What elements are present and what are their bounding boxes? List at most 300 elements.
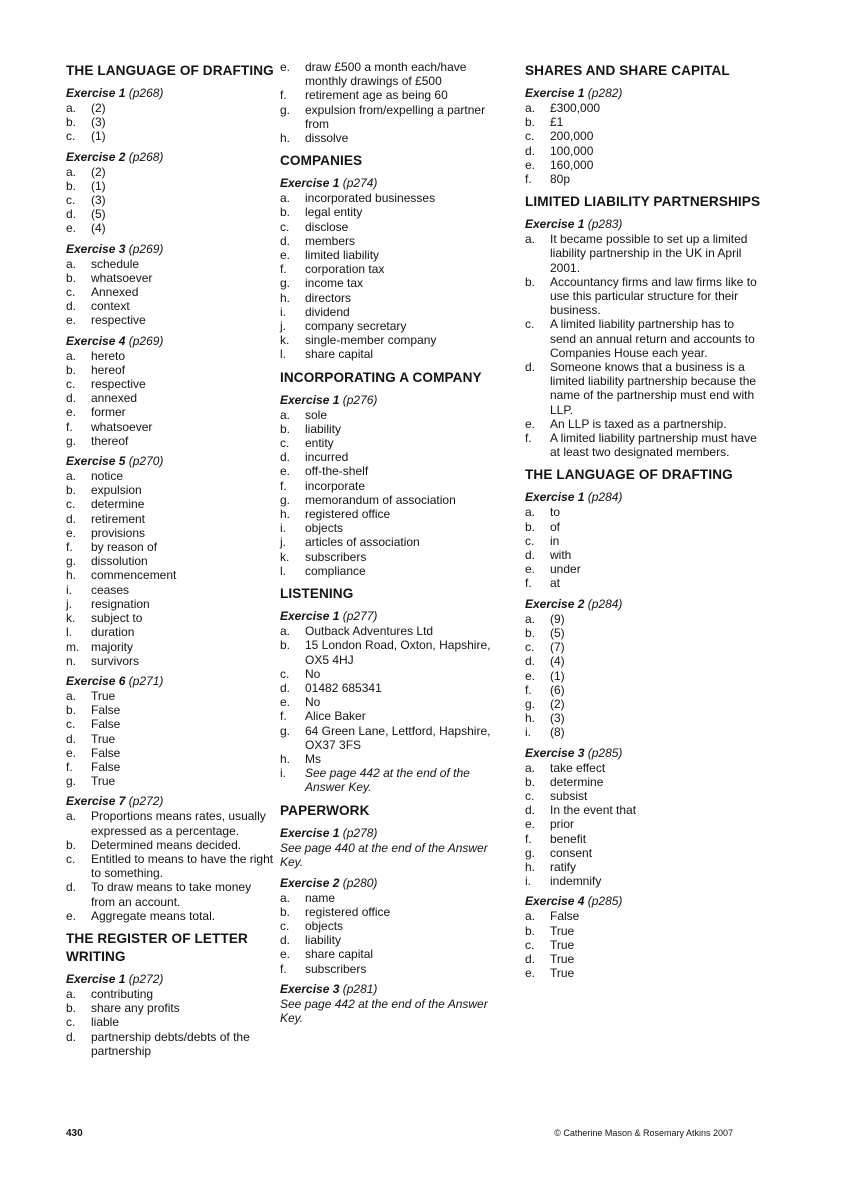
answer-text: whatsoever <box>91 270 153 285</box>
answer-text: False <box>91 717 121 732</box>
answer-text: £1 <box>550 115 564 130</box>
answer-item <box>525 548 765 562</box>
answer-label: d. <box>525 654 536 669</box>
answer-text: (9) <box>550 611 565 626</box>
answer-label: b. <box>280 421 291 436</box>
answer-text: expulsion from/expelling a partner from <box>305 102 486 131</box>
answer-item <box>66 377 276 391</box>
answer-text: No <box>305 666 321 681</box>
answer-text: A limited liability partnership has to send an annual return and accounts to Companies House each year. <box>550 317 755 360</box>
answer-text: under <box>550 562 581 577</box>
exercise-heading <box>280 176 508 191</box>
exercise-page-ref: (p272) <box>128 794 164 809</box>
answer-label: f. <box>280 478 287 493</box>
answer-text: resignation <box>91 596 150 611</box>
answer-label: c. <box>280 918 290 933</box>
answer-label: c. <box>66 377 76 392</box>
exercise-page-ref: (p277) <box>342 609 378 624</box>
answer-text: ceases <box>91 582 130 597</box>
answer-text: True <box>91 774 116 789</box>
answer-item <box>525 520 765 534</box>
answer-label: i. <box>66 582 72 597</box>
answer-text: limited liability <box>305 248 380 263</box>
answer-text: expulsion <box>91 483 142 498</box>
answer-text: survivors <box>91 653 140 668</box>
answer-item <box>66 732 276 746</box>
answer-label: f. <box>66 419 73 434</box>
answer-item <box>525 360 765 417</box>
answer-item <box>66 774 276 788</box>
answer-item <box>525 938 765 952</box>
answer-text: To draw means to take money from an account. <box>91 880 252 909</box>
page-number: 430 <box>66 1128 83 1139</box>
answer-text: single-member company <box>305 333 437 348</box>
answer-item <box>66 483 276 497</box>
answer-text: income tax <box>305 276 364 291</box>
answer-label: e. <box>525 817 536 832</box>
exercise-note: See page 442 at the end of the Answer Key. <box>280 996 488 1026</box>
answer-label: a. <box>66 348 77 363</box>
section <box>280 585 508 794</box>
answer-item <box>525 817 765 831</box>
answer-item <box>525 431 765 459</box>
answer-item <box>525 683 765 697</box>
answer-text: (1) <box>91 129 106 144</box>
answer-text: registered office <box>305 507 391 522</box>
answer-label: e. <box>66 405 77 420</box>
answer-text: members <box>305 233 356 248</box>
answer-label: h. <box>66 568 77 583</box>
exercise-heading <box>66 794 276 809</box>
answer-label: b. <box>280 638 291 653</box>
answer-item <box>66 852 276 880</box>
answer-text: 160,000 <box>550 157 594 172</box>
answer-label: h. <box>525 859 536 874</box>
answer-label: a. <box>525 909 536 924</box>
answer-text: sole <box>305 407 328 422</box>
answer-item <box>66 101 276 115</box>
answer-text: legal entity <box>305 205 363 220</box>
answer-item <box>66 611 276 625</box>
answer-item <box>525 158 765 172</box>
answer-text: subscribers <box>305 961 367 976</box>
exercise-page-ref: (p285) <box>587 745 623 760</box>
answer-label: d. <box>66 1029 77 1044</box>
section <box>280 802 508 1026</box>
answer-text: liable <box>91 1015 120 1030</box>
answer-item <box>66 420 276 434</box>
answer-item <box>525 576 765 590</box>
answer-item <box>280 422 508 436</box>
answer-label: f. <box>525 831 532 846</box>
answer-text: Entitled to means to have the right to something. <box>91 851 274 881</box>
answer-item <box>280 681 508 695</box>
answer-item <box>525 129 765 143</box>
exercise-number: Exercise 1 <box>525 86 585 100</box>
answer-item <box>525 874 765 888</box>
answer-item <box>525 846 765 860</box>
answer-text: False <box>91 745 121 760</box>
answer-label: i. <box>280 304 286 319</box>
answer-label: d. <box>280 233 291 248</box>
answer-label: e. <box>280 248 291 263</box>
answer-item <box>525 417 765 431</box>
answer-item <box>66 391 276 405</box>
answer-item <box>280 305 508 319</box>
exercise-page-ref: (p272) <box>128 971 164 986</box>
answer-label: f. <box>525 431 532 446</box>
answer-text: (5) <box>550 625 565 640</box>
answer-label: f. <box>280 88 287 103</box>
answer-item <box>525 803 765 817</box>
answer-item <box>280 234 508 248</box>
answer-item <box>66 497 276 511</box>
answer-text: 01482 685341 <box>305 680 382 695</box>
answer-label: m. <box>66 639 80 654</box>
answer-label: e. <box>66 313 77 328</box>
answer-label: c. <box>66 1015 76 1030</box>
answer-label: a. <box>280 890 291 905</box>
answer-text: share any profits <box>91 1001 180 1016</box>
section-heading: THE LANGUAGE OF DRAFTING <box>525 467 733 483</box>
answer-item <box>280 667 508 681</box>
answer-text: compliance <box>305 563 366 578</box>
answer-text: True <box>550 923 575 938</box>
answer-label: h. <box>280 507 291 522</box>
answer-item <box>66 434 276 448</box>
answer-text: hereto <box>91 348 126 363</box>
answer-label: d. <box>66 299 77 314</box>
answer-label: l. <box>280 563 286 578</box>
answer-label: b. <box>66 837 77 852</box>
section-heading: LIMITED LIABILITY PARTNERSHIPS <box>525 194 761 210</box>
answer-text: 64 Green Lane, Lettford, Hapshire, OX37 3FS <box>305 723 491 752</box>
answer-label: c. <box>66 285 76 300</box>
answer-label: c. <box>525 129 535 144</box>
exercise-heading <box>525 490 765 505</box>
answer-label: j. <box>280 319 286 334</box>
answer-item <box>66 597 276 611</box>
answer-text: (2) <box>91 101 106 115</box>
answer-text: schedule <box>91 256 140 271</box>
answer-item <box>525 669 765 683</box>
answer-item <box>525 789 765 803</box>
exercise-number: Exercise 5 <box>66 454 126 469</box>
answer-label: c. <box>66 497 76 512</box>
answer-label: a. <box>525 505 536 520</box>
answer-item <box>280 276 508 290</box>
answer-text: Alice Baker <box>305 709 366 724</box>
answer-text: 100,000 <box>550 143 594 158</box>
exercise-number: Exercise 3 <box>280 981 340 996</box>
exercise-number: Exercise 1 <box>66 86 126 100</box>
answer-text: respective <box>91 313 146 328</box>
exercise-page-ref: (p270) <box>128 454 164 469</box>
answer-item <box>66 880 276 908</box>
answer-text: determine <box>550 774 604 789</box>
answer-label: d. <box>66 880 77 895</box>
answer-text: to <box>550 505 561 520</box>
answer-item <box>280 905 508 919</box>
answer-item <box>66 760 276 774</box>
answer-item <box>525 654 765 668</box>
answer-item <box>280 479 508 493</box>
answer-text: corporation tax <box>305 262 385 277</box>
answer-text: disclose <box>305 219 349 234</box>
answer-label: e. <box>66 221 77 236</box>
answer-item <box>280 709 508 723</box>
answer-text: incurred <box>305 450 349 465</box>
answer-label: j. <box>280 535 286 550</box>
exercise-page-ref: (p274) <box>342 176 378 191</box>
answer-label: e. <box>525 157 536 172</box>
answer-item <box>525 640 765 654</box>
answer-label: h. <box>525 711 536 726</box>
answer-label: a. <box>66 809 77 824</box>
answer-label: h. <box>280 751 291 766</box>
answer-label: a. <box>280 624 291 639</box>
exercise-page-ref: (p278) <box>342 825 378 840</box>
answer-label: c. <box>280 666 290 681</box>
answer-item <box>525 924 765 938</box>
answer-text: of <box>550 519 561 534</box>
answer-label: d. <box>66 391 77 406</box>
answer-text: retirement age as being 60 <box>305 88 448 103</box>
answer-text: respective <box>91 377 146 392</box>
exercise-heading <box>525 746 765 761</box>
answer-text: take effect <box>550 760 606 775</box>
answer-text: (1) <box>550 668 565 683</box>
answer-item <box>525 725 765 739</box>
answer-text: indemnify <box>550 874 602 889</box>
section <box>525 466 765 980</box>
answer-label: b. <box>66 483 77 498</box>
column-2 <box>280 60 508 1026</box>
answer-text: True <box>550 951 575 966</box>
answer-item <box>66 221 276 235</box>
answer-text: provisions <box>91 525 146 540</box>
answer-label: e. <box>66 908 77 923</box>
answer-item <box>525 534 765 548</box>
answer-item <box>66 689 276 703</box>
section-heading: SHARES AND SHARE CAPITAL <box>525 63 730 78</box>
answer-item <box>66 313 276 327</box>
exercise-page-ref: (p271) <box>128 673 164 688</box>
answer-text: articles of association <box>305 535 420 550</box>
answer-item <box>280 493 508 507</box>
answer-item <box>66 405 276 419</box>
answer-text: 80p <box>550 172 571 187</box>
answer-text: False <box>91 759 121 774</box>
answer-label: e. <box>280 695 291 710</box>
answer-label: b. <box>66 178 77 193</box>
answer-label: b. <box>66 362 77 377</box>
answer-label: d. <box>525 951 536 966</box>
answer-text: memorandum of association <box>305 492 456 507</box>
answer-item <box>280 891 508 905</box>
answer-item <box>66 469 276 483</box>
exercise-number: Exercise 6 <box>66 673 126 688</box>
exercise-page-ref: (p268) <box>128 86 164 100</box>
answer-label: a. <box>66 101 77 115</box>
answer-label: l. <box>66 625 72 640</box>
answer-item <box>525 115 765 129</box>
answer-label: k. <box>280 549 290 564</box>
answer-text: registered office <box>305 904 391 919</box>
answer-text: with <box>550 548 572 563</box>
answer-text: subject to <box>91 611 143 626</box>
answer-item <box>280 962 508 976</box>
answer-item <box>525 711 765 725</box>
answer-text: (1) <box>91 178 106 193</box>
answer-label: e. <box>280 60 291 74</box>
answer-item <box>525 232 765 275</box>
exercise-number: Exercise 1 <box>66 971 126 986</box>
answer-item <box>280 248 508 262</box>
answer-item <box>66 717 276 731</box>
answer-item <box>66 512 276 526</box>
answer-text: incorporated businesses <box>305 191 436 206</box>
answer-text: Ms <box>305 751 321 766</box>
answer-label: e. <box>525 416 536 431</box>
answer-label: a. <box>66 688 77 703</box>
answer-item <box>525 275 765 318</box>
answer-label: d. <box>66 511 77 526</box>
answer-label: f. <box>280 709 287 724</box>
answer-label: i. <box>280 766 286 781</box>
exercise-note: See page 440 at the end of the Answer Key. <box>280 840 488 870</box>
answer-item <box>280 205 508 219</box>
answer-label: a. <box>525 611 536 626</box>
answer-item <box>280 724 508 752</box>
answer-item <box>525 952 765 966</box>
answer-text: ratify <box>550 859 577 874</box>
answer-item <box>525 505 765 519</box>
section-heading: LISTENING <box>280 586 354 602</box>
answer-text: Proportions means rates, usually expressed as a percentage. <box>91 809 266 838</box>
answer-label: b. <box>525 519 536 534</box>
answer-item <box>280 88 508 102</box>
answer-label: c. <box>280 219 290 234</box>
answer-label: e. <box>66 525 77 540</box>
answer-label: h. <box>280 290 291 305</box>
answer-item <box>280 638 508 666</box>
exercise-number: Exercise 2 <box>66 149 126 164</box>
answer-label: d. <box>280 450 291 465</box>
answer-item <box>525 612 765 626</box>
answer-text: whatsoever <box>91 419 153 434</box>
answer-label: b. <box>525 774 536 789</box>
answer-label: c. <box>280 436 290 451</box>
answer-label: a. <box>280 191 291 206</box>
answer-item <box>525 775 765 789</box>
answer-item <box>66 809 276 837</box>
answer-text: A limited liability partnership must have at least two designated members. <box>550 431 757 460</box>
answer-label: a. <box>525 760 536 775</box>
answer-label: c. <box>525 788 535 803</box>
exercise-heading <box>66 674 276 689</box>
answer-item <box>280 752 508 766</box>
answer-item <box>280 131 508 145</box>
answer-text: majority <box>91 639 134 654</box>
answer-label: e. <box>66 745 77 760</box>
answer-label: k. <box>66 611 76 626</box>
answer-text: (3) <box>91 193 106 208</box>
exercise-page-ref: (p281) <box>342 981 378 996</box>
answer-text: directors <box>305 290 352 305</box>
answer-item <box>66 299 276 313</box>
exercise-heading <box>525 894 765 909</box>
answer-label: b. <box>525 115 536 130</box>
answer-text: hereof <box>91 362 126 377</box>
answer-label: g. <box>280 492 291 507</box>
exercise-number: Exercise 1 <box>280 392 340 407</box>
answer-item <box>280 450 508 464</box>
answer-label: g. <box>525 696 536 711</box>
answer-text: dividend <box>305 304 350 319</box>
answer-text: liability <box>305 933 342 948</box>
answer-label: d. <box>525 360 536 375</box>
answer-item <box>525 562 765 576</box>
answer-item <box>66 703 276 717</box>
answer-item <box>280 347 508 361</box>
answer-item <box>66 654 276 668</box>
answer-label: b. <box>280 904 291 919</box>
answer-label: a. <box>66 469 77 484</box>
answer-item <box>280 695 508 709</box>
answer-text: subscribers <box>305 549 367 564</box>
answer-label: d. <box>525 803 536 818</box>
answer-label: c. <box>525 937 535 952</box>
answer-label: b. <box>280 205 291 220</box>
answer-label: a. <box>280 407 291 422</box>
answer-text: (6) <box>550 682 565 697</box>
answer-item <box>525 697 765 711</box>
section-heading: COMPANIES <box>280 153 363 169</box>
answer-label: b. <box>525 923 536 938</box>
exercise-number: Exercise 4 <box>525 894 585 909</box>
exercise-heading <box>66 150 276 165</box>
answer-text: (3) <box>91 115 106 130</box>
answer-label: a. <box>66 256 77 271</box>
answer-text: annexed <box>91 391 138 406</box>
answer-label: l. <box>280 347 286 362</box>
answer-text: context <box>91 299 130 314</box>
answer-text: dissolution <box>91 554 148 569</box>
exercise-number: Exercise 1 <box>525 217 585 232</box>
exercise-number: Exercise 7 <box>66 794 126 809</box>
exercise-heading <box>66 334 276 349</box>
answer-label: b. <box>525 274 536 289</box>
section <box>280 369 508 578</box>
answer-label: g. <box>66 774 77 789</box>
answer-item <box>66 285 276 299</box>
answer-label: c. <box>66 717 76 732</box>
answer-label: b. <box>66 270 77 285</box>
exercise-heading <box>66 972 276 987</box>
answer-text: (2) <box>91 164 106 179</box>
answer-text: False <box>91 703 121 718</box>
answer-label: f. <box>66 759 73 774</box>
answer-text: (5) <box>91 207 106 222</box>
answer-text: company secretary <box>305 319 407 334</box>
answer-text: (7) <box>550 640 565 655</box>
answer-text: thereof <box>91 433 129 448</box>
exercise-heading <box>525 86 765 101</box>
answer-label: b. <box>66 115 77 130</box>
exercise-page-ref: (p284) <box>587 596 623 611</box>
exercise-heading <box>280 609 508 624</box>
